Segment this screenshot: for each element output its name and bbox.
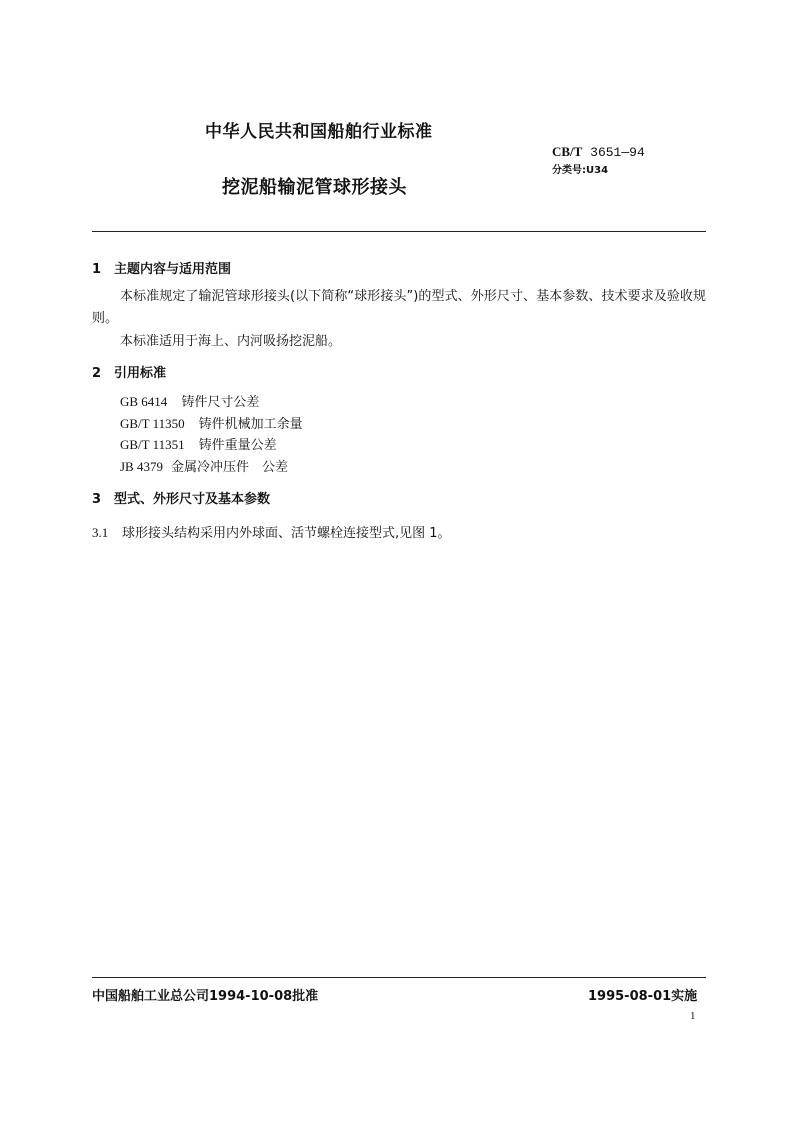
- section-2-number: 2: [92, 366, 102, 381]
- standard-code-number: 3651—94: [590, 145, 645, 160]
- reference-item: [120, 434, 277, 453]
- section-3-title: 型式、外形尺寸及基本参数: [114, 492, 271, 507]
- classification-code: 分类号:U34: [552, 165, 609, 176]
- section-1-number: 1: [92, 262, 102, 277]
- reference-item: [120, 456, 288, 475]
- approval-line: 中国船舶工业总公司1994-10-08批准: [92, 989, 319, 1004]
- implementation-date: 1995-08-01实施: [588, 989, 698, 1004]
- section-1-paragraph-1: 本标准规定了输泥管球形接头(以下简称“球形接头”)的型式、外形尺寸、基本参数、技术要求及验收规则。: [92, 289, 706, 326]
- reference-title: 铸件尺寸公差: [181, 395, 260, 410]
- section-3-number: 3: [92, 492, 102, 507]
- subsection-3-1-text: 球形接头结构采用内外球面、活节螺栓连接型式,见图 1。: [122, 526, 451, 541]
- page-number: 1: [690, 1010, 696, 1022]
- section-2-heading: [92, 362, 166, 381]
- section-2-title: 引用标准: [114, 366, 167, 381]
- reference-title: 金属冷冲压件 公差: [170, 460, 288, 475]
- header-divider: [92, 231, 706, 232]
- subsection-3-1: [92, 522, 451, 541]
- reference-code: GB/T 11351: [120, 437, 185, 452]
- reference-code: JB 4379: [120, 459, 163, 474]
- footer-divider: [92, 977, 706, 978]
- standard-code: [552, 144, 645, 160]
- document-title: 挖泥船输泥管球形接头: [222, 177, 407, 198]
- reference-title: 铸件重量公差: [198, 438, 277, 453]
- reference-item: [120, 413, 303, 432]
- issuer-title: 中华人民共和国船舶行业标准: [205, 122, 433, 142]
- section-1-paragraph-2: 本标准适用于海上、内河吸扬挖泥船。: [120, 334, 342, 349]
- section-3-heading: [92, 488, 270, 507]
- reference-item: [120, 391, 259, 410]
- reference-code: GB 6414: [120, 394, 168, 409]
- section-1-heading: [92, 258, 231, 277]
- reference-title: 铸件机械加工余量: [198, 417, 303, 432]
- subsection-3-1-number: 3.1: [92, 525, 109, 540]
- section-1-title: 主题内容与适用范围: [114, 262, 232, 277]
- reference-code: GB/T 11350: [120, 416, 185, 431]
- standard-code-prefix: CB/T: [552, 144, 583, 159]
